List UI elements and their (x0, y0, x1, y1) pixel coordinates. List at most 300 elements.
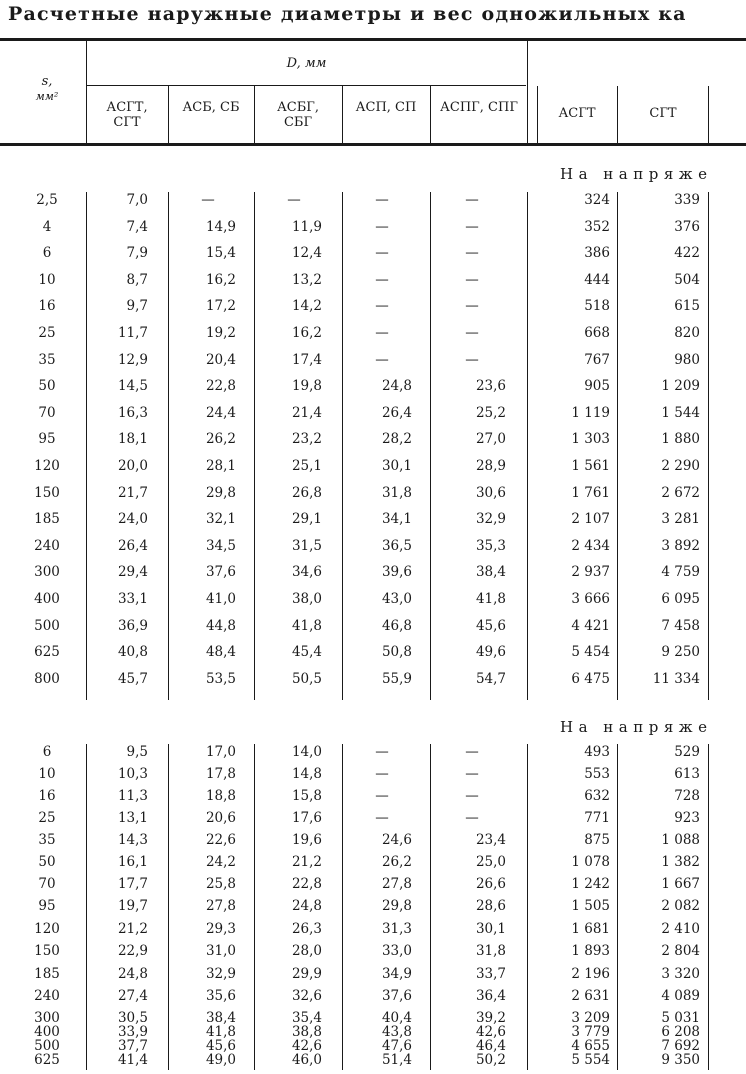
cell-weight-asgt: 2 107 (571, 511, 610, 527)
cell-asp-sp: 26,4 (381, 405, 412, 421)
header-vline (168, 86, 169, 143)
cell-asbg-sbg: 19,6 (291, 832, 322, 848)
col-header-asb-sb: АСБ, СБ (182, 100, 240, 115)
cell-weight-sgt: 613 (674, 766, 700, 782)
cell-asb-sb: 20,6 (205, 810, 236, 826)
cell-aspg-spg: — (465, 219, 479, 235)
cell-s: 400 (34, 1024, 60, 1040)
cell-asgt-sgt: 7,9 (126, 245, 148, 261)
cell-aspg-spg: 38,4 (475, 564, 506, 580)
cell-weight-asgt: 668 (584, 325, 610, 341)
cell-asp-sp: — (375, 298, 389, 314)
cell-s: 625 (34, 1052, 60, 1068)
cell-asgt-sgt: 26,4 (117, 538, 148, 554)
body-vline (430, 192, 431, 700)
cell-asp-sp: — (375, 245, 389, 261)
cell-s: 500 (34, 618, 60, 634)
cell-weight-sgt: 1 880 (661, 431, 700, 447)
cell-asgt-sgt: 27,4 (117, 988, 148, 1004)
cell-asb-sb: 49,0 (205, 1052, 236, 1068)
cell-aspg-spg: 31,8 (475, 943, 506, 959)
cell-aspg-spg: — (465, 298, 479, 314)
cell-s: 185 (34, 966, 60, 982)
cell-weight-asgt: 1 303 (571, 431, 610, 447)
cell-asbg-sbg: 26,8 (291, 485, 322, 501)
cell-asp-sp: 36,5 (381, 538, 412, 554)
cell-asb-sb: 16,2 (205, 272, 236, 288)
cell-asbg-sbg: 16,2 (291, 325, 322, 341)
cell-weight-sgt: 980 (674, 352, 700, 368)
cell-asbg-sbg: 29,1 (291, 511, 322, 527)
cell-asp-sp: 33,0 (381, 943, 412, 959)
cell-asbg-sbg: 21,4 (291, 405, 322, 421)
header-vline (430, 86, 431, 143)
cell-s: 16 (38, 788, 56, 804)
cell-asbg-sbg: 50,5 (291, 671, 322, 687)
cell-s: 185 (34, 511, 60, 527)
cell-weight-sgt: 2 804 (661, 943, 700, 959)
cell-asgt-sgt: 29,4 (117, 564, 148, 580)
cell-aspg-spg: 39,2 (475, 1010, 506, 1026)
cell-asgt-sgt: 14,5 (117, 378, 148, 394)
cell-s: 240 (34, 988, 60, 1004)
cell-weight-sgt: 728 (674, 788, 700, 804)
cell-asgt-sgt: 30,5 (117, 1010, 148, 1026)
cell-asgt-sgt: 33,1 (117, 591, 148, 607)
body-vline (527, 744, 528, 1070)
s-column-label: s, (41, 74, 53, 89)
cell-asb-sb: 25,8 (205, 876, 236, 892)
cell-asp-sp: 40,4 (381, 1010, 412, 1026)
cell-aspg-spg: 26,6 (475, 876, 506, 892)
cell-weight-asgt: 1 078 (571, 854, 610, 870)
cell-asgt-sgt: 14,3 (117, 832, 148, 848)
cell-weight-asgt: 4 655 (571, 1038, 610, 1054)
cell-s: 6 (42, 744, 52, 760)
cell-asp-sp: 26,2 (381, 854, 412, 870)
cell-s: 4 (42, 219, 52, 235)
cell-weight-asgt: 324 (584, 192, 610, 208)
cell-s: 25 (38, 810, 56, 826)
cell-asb-sb: 38,4 (205, 1010, 236, 1026)
cell-asgt-sgt: 33,9 (117, 1024, 148, 1040)
cell-weight-asgt: 3 666 (571, 591, 610, 607)
cell-aspg-spg: 35,3 (475, 538, 506, 554)
cell-aspg-spg: 46,4 (475, 1038, 506, 1054)
cell-weight-sgt: 2 672 (661, 485, 700, 501)
cell-weight-asgt: 2 434 (571, 538, 610, 554)
cell-asbg-sbg: 14,2 (291, 298, 322, 314)
cell-aspg-spg: 32,9 (475, 511, 506, 527)
cell-weight-sgt: 615 (674, 298, 700, 314)
cell-asb-sb: 14,9 (205, 219, 236, 235)
cell-asbg-sbg: 29,9 (291, 966, 322, 982)
cell-asp-sp: 34,9 (381, 966, 412, 982)
cell-asgt-sgt: 45,7 (117, 671, 148, 687)
section-label: На напряже (560, 718, 713, 736)
cell-asgt-sgt: 12,9 (117, 352, 148, 368)
cell-weight-asgt: 3 779 (571, 1024, 610, 1040)
cell-asgt-sgt: 7,4 (126, 219, 148, 235)
cell-asb-sb: 45,6 (205, 1038, 236, 1054)
header-bottom-rule (0, 143, 746, 146)
cell-weight-asgt: 1 893 (571, 943, 610, 959)
cell-asgt-sgt: 10,3 (117, 766, 148, 782)
cell-asp-sp: 39,6 (381, 564, 412, 580)
cell-s: 120 (34, 458, 60, 474)
cell-asgt-sgt: 20,0 (117, 458, 148, 474)
cell-asbg-sbg: 15,8 (291, 788, 322, 804)
cell-weight-sgt: 1 667 (661, 876, 700, 892)
cell-s: 500 (34, 1038, 60, 1054)
section-label: На напряже (560, 165, 713, 183)
body-vline (342, 192, 343, 700)
cell-asb-sb: 17,0 (205, 744, 236, 760)
cell-s: 35 (38, 352, 56, 368)
cell-asbg-sbg: 21,2 (291, 854, 322, 870)
cell-asgt-sgt: 18,1 (117, 431, 148, 447)
body-vline (708, 744, 709, 1070)
cell-weight-sgt: 4 089 (661, 988, 700, 1004)
cell-asp-sp: — (375, 766, 389, 782)
cell-weight-sgt: 1 544 (661, 405, 700, 421)
cell-asb-sb: 24,2 (205, 854, 236, 870)
header-vline (527, 41, 528, 143)
cell-asp-sp: — (375, 219, 389, 235)
cell-s: 35 (38, 832, 56, 848)
top-rule (0, 38, 746, 41)
cell-asp-sp: 47,6 (381, 1038, 412, 1054)
cell-asgt-sgt: 40,8 (117, 644, 148, 660)
cell-weight-sgt: 1 088 (661, 832, 700, 848)
cell-asbg-sbg: 35,4 (291, 1010, 322, 1026)
cell-asgt-sgt: 24,0 (117, 511, 148, 527)
cell-aspg-spg: 49,6 (475, 644, 506, 660)
cell-s: 800 (34, 671, 60, 687)
cell-s: 6 (42, 245, 52, 261)
cell-aspg-spg: 50,2 (475, 1052, 506, 1068)
body-vline (254, 192, 255, 700)
cell-weight-sgt: 2 410 (661, 921, 700, 937)
body-vline (430, 744, 431, 1070)
cell-aspg-spg: — (465, 325, 479, 341)
cell-weight-asgt: 386 (584, 245, 610, 261)
cell-asgt-sgt: 17,7 (117, 876, 148, 892)
cell-aspg-spg: 28,9 (475, 458, 506, 474)
cell-s: 300 (34, 564, 60, 580)
cell-asb-sb: 37,6 (205, 564, 236, 580)
cell-weight-asgt: 553 (584, 766, 610, 782)
cell-aspg-spg: — (465, 788, 479, 804)
cell-asp-sp: — (375, 192, 389, 208)
body-vline (617, 744, 618, 1070)
cell-asp-sp: — (375, 272, 389, 288)
cell-asp-sp: 43,8 (381, 1024, 412, 1040)
cell-weight-sgt: 3 892 (661, 538, 700, 554)
cell-weight-sgt: 1 382 (661, 854, 700, 870)
cell-asp-sp: — (375, 352, 389, 368)
cell-weight-asgt: 1 242 (571, 876, 610, 892)
cell-weight-asgt: 767 (584, 352, 610, 368)
cell-asb-sb: 32,1 (205, 511, 236, 527)
cell-s: 70 (38, 876, 56, 892)
cell-aspg-spg: 25,2 (475, 405, 506, 421)
s-column-unit: мм² (35, 90, 59, 103)
cell-asb-sb: 15,4 (205, 245, 236, 261)
cell-s: 240 (34, 538, 60, 554)
table-title: Расчетные наружные диаметры и вес одножильных ка (8, 3, 687, 25)
cell-asb-sb: 22,8 (205, 378, 236, 394)
cell-asb-sb: 34,5 (205, 538, 236, 554)
cell-weight-sgt: 9 350 (661, 1052, 700, 1068)
cell-weight-sgt: 504 (674, 272, 700, 288)
cell-s: 95 (38, 431, 56, 447)
cell-aspg-spg: — (465, 810, 479, 826)
header-vline (537, 86, 538, 143)
cell-asb-sb: 29,3 (205, 921, 236, 937)
cell-asbg-sbg: 45,4 (291, 644, 322, 660)
cell-aspg-spg: 25,0 (475, 854, 506, 870)
body-vline (254, 744, 255, 1070)
cell-weight-asgt: 1 561 (571, 458, 610, 474)
cell-asb-sb: 41,8 (205, 1024, 236, 1040)
cell-asbg-sbg: 17,4 (291, 352, 322, 368)
cell-asbg-sbg: 12,4 (291, 245, 322, 261)
cell-asp-sp: 28,2 (381, 431, 412, 447)
cell-asbg-sbg: 14,0 (291, 744, 322, 760)
col-header-asp-sp: АСП, СП (355, 100, 417, 115)
cell-s: 10 (38, 272, 56, 288)
cell-aspg-spg: 30,6 (475, 485, 506, 501)
cell-s: 70 (38, 405, 56, 421)
cell-aspg-spg: — (465, 192, 479, 208)
cell-weight-sgt: 6 095 (661, 591, 700, 607)
cell-weight-asgt: 4 421 (571, 618, 610, 634)
header-vline (708, 86, 709, 143)
cell-asbg-sbg: 31,5 (291, 538, 322, 554)
cell-weight-sgt: 7 692 (661, 1038, 700, 1054)
cell-weight-sgt: 2 082 (661, 898, 700, 914)
cell-asgt-sgt: 7,0 (126, 192, 148, 208)
cell-asbg-sbg: 22,8 (291, 876, 322, 892)
cell-asbg-sbg: 23,2 (291, 431, 322, 447)
cell-asbg-sbg: 26,3 (291, 921, 322, 937)
cell-weight-asgt: 352 (584, 219, 610, 235)
cell-s: 25 (38, 325, 56, 341)
cell-s: 150 (34, 485, 60, 501)
cell-asb-sb: 44,8 (205, 618, 236, 634)
cell-asbg-sbg: 32,6 (291, 988, 322, 1004)
cell-s: 2,5 (36, 192, 58, 208)
cell-weight-asgt: 2 937 (571, 564, 610, 580)
cell-asbg-sbg: 11,9 (291, 219, 322, 235)
cell-asb-sb: 26,2 (205, 431, 236, 447)
cell-asbg-sbg: 28,0 (291, 943, 322, 959)
cell-asp-sp: 27,8 (381, 876, 412, 892)
body-vline (168, 744, 169, 1070)
body-vline (708, 192, 709, 700)
cell-asp-sp: 24,8 (381, 378, 412, 394)
cell-asp-sp: — (375, 788, 389, 804)
cell-aspg-spg: 36,4 (475, 988, 506, 1004)
col-header-sgt: СГТ (649, 106, 677, 121)
cell-s: 50 (38, 854, 56, 870)
d-group-label: D, мм (286, 56, 327, 71)
cell-asb-sb: 32,9 (205, 966, 236, 982)
cell-aspg-spg: 42,6 (475, 1024, 506, 1040)
cell-asb-sb: 41,0 (205, 591, 236, 607)
body-vline (527, 192, 528, 700)
body-vline (617, 192, 618, 700)
cell-asb-sb: 17,2 (205, 298, 236, 314)
cell-asbg-sbg: 38,0 (291, 591, 322, 607)
cell-weight-sgt: 4 759 (661, 564, 700, 580)
cell-asb-sb: 20,4 (205, 352, 236, 368)
cell-asbg-sbg: 25,1 (291, 458, 322, 474)
cell-weight-sgt: 9 250 (661, 644, 700, 660)
cell-weight-asgt: 1 681 (571, 921, 610, 937)
cell-weight-sgt: 5 031 (661, 1010, 700, 1026)
cell-asbg-sbg: 42,6 (291, 1038, 322, 1054)
cell-s: 50 (38, 378, 56, 394)
cell-asp-sp: 46,8 (381, 618, 412, 634)
col-header-asgt-sgt: АСГТ, СГТ (106, 100, 148, 130)
cell-asgt-sgt: 16,3 (117, 405, 148, 421)
header-vline (342, 86, 343, 143)
cell-asb-sb: 19,2 (205, 325, 236, 341)
cell-asp-sp: 51,4 (381, 1052, 412, 1068)
cell-asbg-sbg: 14,8 (291, 766, 322, 782)
cell-asb-sb: 35,6 (205, 988, 236, 1004)
cell-aspg-spg: 28,6 (475, 898, 506, 914)
cell-weight-asgt: 444 (584, 272, 610, 288)
cell-weight-sgt: 11 334 (652, 671, 700, 687)
cell-asgt-sgt: 11,7 (117, 325, 148, 341)
cell-weight-asgt: 632 (584, 788, 610, 804)
cell-weight-sgt: 1 209 (661, 378, 700, 394)
cell-asb-sb: 48,4 (205, 644, 236, 660)
header-divider (86, 85, 526, 86)
cell-asp-sp: 37,6 (381, 988, 412, 1004)
cell-asb-sb: 17,8 (205, 766, 236, 782)
cell-weight-sgt: 422 (674, 245, 700, 261)
cell-asp-sp: 29,8 (381, 898, 412, 914)
cell-s: 300 (34, 1010, 60, 1026)
cell-asp-sp: 43,0 (381, 591, 412, 607)
body-vline (86, 744, 87, 1070)
cell-weight-asgt: 493 (584, 744, 610, 760)
cell-asp-sp: 55,9 (381, 671, 412, 687)
cell-aspg-spg: 30,1 (475, 921, 506, 937)
cell-asgt-sgt: 16,1 (117, 854, 148, 870)
col-header-aspg-spg: АСПГ, СПГ (440, 100, 518, 115)
cell-aspg-spg: — (465, 766, 479, 782)
cell-weight-asgt: 1 761 (571, 485, 610, 501)
cell-aspg-spg: 23,4 (475, 832, 506, 848)
cell-asbg-sbg: 38,8 (291, 1024, 322, 1040)
cell-asbg-sbg: 24,8 (291, 898, 322, 914)
cell-asgt-sgt: 9,5 (126, 744, 148, 760)
cell-asb-sb: 31,0 (205, 943, 236, 959)
cell-weight-asgt: 2 196 (571, 966, 610, 982)
cell-weight-asgt: 6 475 (571, 671, 610, 687)
cell-weight-asgt: 1 119 (571, 405, 610, 421)
cell-aspg-spg: 45,6 (475, 618, 506, 634)
cell-asp-sp: 34,1 (381, 511, 412, 527)
cell-asbg-sbg: 34,6 (291, 564, 322, 580)
cell-asbg-sbg: 17,6 (291, 810, 322, 826)
cell-weight-sgt: 3 281 (661, 511, 700, 527)
cell-asbg-sbg: 46,0 (291, 1052, 322, 1068)
cell-asp-sp: 50,8 (381, 644, 412, 660)
col-header-asgt: АСГТ (558, 106, 596, 121)
cell-asb-sb: 29,8 (205, 485, 236, 501)
cell-asgt-sgt: 22,9 (117, 943, 148, 959)
body-vline (86, 192, 87, 700)
cell-asbg-sbg: 41,8 (291, 618, 322, 634)
body-vline (168, 192, 169, 700)
body-vline (342, 744, 343, 1070)
cell-weight-asgt: 2 631 (571, 988, 610, 1004)
cell-aspg-spg: 33,7 (475, 966, 506, 982)
cell-aspg-spg: 41,8 (475, 591, 506, 607)
cell-asp-sp: 24,6 (381, 832, 412, 848)
cell-asp-sp: 30,1 (381, 458, 412, 474)
cell-aspg-spg: — (465, 352, 479, 368)
cell-s: 16 (38, 298, 56, 314)
cell-asgt-sgt: 13,1 (117, 810, 148, 826)
cell-asb-sb: 22,6 (205, 832, 236, 848)
cell-asgt-sgt: 24,8 (117, 966, 148, 982)
cell-asb-sb: 18,8 (205, 788, 236, 804)
cell-asgt-sgt: 21,7 (117, 485, 148, 501)
cell-asbg-sbg: 13,2 (291, 272, 322, 288)
cell-asb-sb: — (201, 192, 215, 208)
cell-asgt-sgt: 37,7 (117, 1038, 148, 1054)
cell-weight-sgt: 820 (674, 325, 700, 341)
cell-weight-sgt: 923 (674, 810, 700, 826)
cell-asgt-sgt: 19,7 (117, 898, 148, 914)
cell-s: 400 (34, 591, 60, 607)
cell-weight-asgt: 1 505 (571, 898, 610, 914)
cell-asbg-sbg: — (287, 192, 301, 208)
cell-aspg-spg: 54,7 (475, 671, 506, 687)
cell-s: 120 (34, 921, 60, 937)
cell-s: 10 (38, 766, 56, 782)
cell-weight-sgt: 529 (674, 744, 700, 760)
cell-aspg-spg: 27,0 (475, 431, 506, 447)
cell-aspg-spg: — (465, 744, 479, 760)
cell-asgt-sgt: 41,4 (117, 1052, 148, 1068)
cell-s: 95 (38, 898, 56, 914)
cell-weight-asgt: 875 (584, 832, 610, 848)
col-header-asbg-sbg: АСБГ, СБГ (276, 100, 320, 130)
cell-asgt-sgt: 9,7 (126, 298, 148, 314)
cell-weight-asgt: 5 554 (571, 1052, 610, 1068)
cell-s: 150 (34, 943, 60, 959)
header-vline (254, 86, 255, 143)
cell-s: 625 (34, 644, 60, 660)
cell-asgt-sgt: 8,7 (126, 272, 148, 288)
cell-asb-sb: 27,8 (205, 898, 236, 914)
cell-asgt-sgt: 11,3 (117, 788, 148, 804)
cell-weight-asgt: 518 (584, 298, 610, 314)
cell-asp-sp: — (375, 325, 389, 341)
cell-asp-sp: 31,3 (381, 921, 412, 937)
cell-aspg-spg: — (465, 245, 479, 261)
cell-asb-sb: 53,5 (205, 671, 236, 687)
cell-weight-asgt: 3 209 (571, 1010, 610, 1026)
